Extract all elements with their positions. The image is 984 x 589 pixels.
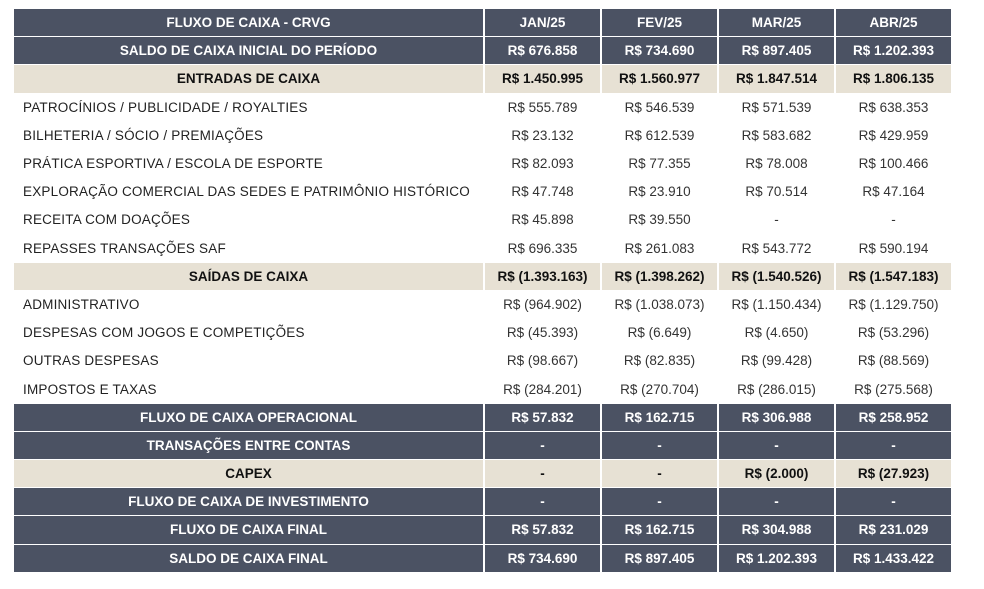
row-value: R$ 590.194 [836,235,951,262]
table-row [14,122,951,149]
table-title: FLUXO DE CAIXA - CRVG [14,9,483,36]
row-value: R$ 45.898 [485,206,600,233]
row-value: R$ 304.988 [719,516,834,543]
row-value: R$ 897.405 [602,545,717,572]
table-row [14,206,951,233]
row-value: R$ (964.902) [485,291,600,318]
row-value: R$ 429.959 [836,122,951,149]
row-value: R$ 77.355 [602,150,717,177]
row-label: EXPLORAÇÃO COMERCIAL DAS SEDES E PATRIMÔNIO HISTÓRICO [14,178,483,205]
row-label: OUTRAS DESPESAS [14,347,483,374]
summary-row [14,65,951,92]
row-label: DESPESAS COM JOGOS E COMPETIÇÕES [14,319,483,346]
row-value: R$ (98.667) [485,347,600,374]
row-value: R$ (1.393.163) [485,263,600,290]
row-label: BILHETERIA / SÓCIO / PREMIAÇÕES [14,122,483,149]
row-value: R$ 555.789 [485,94,600,121]
table-row [14,319,951,346]
row-value: R$ 1.433.422 [836,545,951,572]
row-value: - [836,206,951,233]
row-label: ADMINISTRATIVO [14,291,483,318]
row-value: R$ (53.296) [836,319,951,346]
month-header-fev: FEV/25 [602,9,717,36]
row-label: RECEITA COM DOAÇÕES [14,206,483,233]
row-value: R$ 70.514 [719,178,834,205]
row-label: FLUXO DE CAIXA OPERACIONAL [14,404,483,431]
row-value: R$ 638.353 [836,94,951,121]
row-label: SAÍDAS DE CAIXA [14,263,483,290]
row-value: R$ (1.398.262) [602,263,717,290]
row-value: R$ 897.405 [719,37,834,64]
row-value: R$ (1.129.750) [836,291,951,318]
row-value: R$ 543.772 [719,235,834,262]
row-value: - [602,488,717,515]
row-value: R$ 82.093 [485,150,600,177]
row-value: R$ (99.428) [719,347,834,374]
row-value: R$ 1.202.393 [719,545,834,572]
row-value: R$ 1.450.995 [485,65,600,92]
row-label: REPASSES TRANSAÇÕES SAF [14,235,483,262]
table-row [14,178,951,205]
summary-row [14,488,951,515]
row-value: R$ 734.690 [602,37,717,64]
table-row [14,235,951,262]
month-header-abr: ABR/25 [836,9,951,36]
table-row [14,347,951,374]
row-value: R$ 676.858 [485,37,600,64]
row-value: R$ 1.806.135 [836,65,951,92]
row-value: R$ 571.539 [719,94,834,121]
row-value: R$ (2.000) [719,460,834,487]
row-value: R$ (6.649) [602,319,717,346]
row-value: R$ 39.550 [602,206,717,233]
row-value: R$ (88.569) [836,347,951,374]
cash-flow-document [12,8,953,573]
row-label: SALDO DE CAIXA FINAL [14,545,483,572]
summary-row [14,460,951,487]
row-value: R$ 162.715 [602,404,717,431]
row-label: PRÁTICA ESPORTIVA / ESCOLA DE ESPORTE [14,150,483,177]
row-value: - [836,432,951,459]
month-header-mar: MAR/25 [719,9,834,36]
row-value: R$ 47.748 [485,178,600,205]
row-label: FLUXO DE CAIXA DE INVESTIMENTO [14,488,483,515]
row-value: R$ (1.150.434) [719,291,834,318]
row-value: R$ (82.835) [602,347,717,374]
summary-row [14,432,951,459]
row-value: R$ (284.201) [485,375,600,402]
summary-row [14,263,951,290]
header-row [14,9,951,36]
row-value: R$ 162.715 [602,516,717,543]
row-value: R$ (1.547.183) [836,263,951,290]
row-value: R$ (1.540.526) [719,263,834,290]
row-value: - [719,206,834,233]
row-label: PATROCÍNIOS / PUBLICIDADE / ROYALTIES [14,94,483,121]
table-row [14,94,951,121]
row-value: R$ (1.038.073) [602,291,717,318]
table-row [14,150,951,177]
row-label: ENTRADAS DE CAIXA [14,65,483,92]
row-value: R$ 57.832 [485,516,600,543]
row-value: R$ 23.910 [602,178,717,205]
summary-row [14,37,951,64]
summary-row [14,516,951,543]
row-value: R$ 612.539 [602,122,717,149]
row-value: R$ (27.923) [836,460,951,487]
row-value: R$ (275.568) [836,375,951,402]
row-label: IMPOSTOS E TAXAS [14,375,483,402]
row-label: SALDO DE CAIXA INICIAL DO PERÍODO [14,37,483,64]
row-value: R$ 696.335 [485,235,600,262]
cash-flow-table [12,8,953,573]
row-value: R$ 546.539 [602,94,717,121]
row-value: R$ 231.029 [836,516,951,543]
row-value: R$ (45.393) [485,319,600,346]
row-value: R$ (270.704) [602,375,717,402]
row-value: - [485,488,600,515]
row-value: - [602,460,717,487]
row-value: - [719,488,834,515]
row-value: R$ 1.560.977 [602,65,717,92]
summary-row [14,404,951,431]
row-value: R$ 306.988 [719,404,834,431]
row-value: - [836,488,951,515]
row-value: - [485,460,600,487]
row-value: - [602,432,717,459]
row-value: R$ (286.015) [719,375,834,402]
table-body [14,37,951,572]
row-value: R$ 258.952 [836,404,951,431]
row-value: R$ 583.682 [719,122,834,149]
row-value: R$ 57.832 [485,404,600,431]
row-value: R$ 1.202.393 [836,37,951,64]
row-value: R$ 1.847.514 [719,65,834,92]
row-value: R$ 261.083 [602,235,717,262]
summary-row [14,545,951,572]
table-row [14,291,951,318]
row-value: - [485,432,600,459]
table-row [14,375,951,402]
row-label: TRANSAÇÕES ENTRE CONTAS [14,432,483,459]
row-value: R$ 78.008 [719,150,834,177]
row-value: - [719,432,834,459]
row-value: R$ 734.690 [485,545,600,572]
row-value: R$ 47.164 [836,178,951,205]
row-label: CAPEX [14,460,483,487]
row-value: R$ (4.650) [719,319,834,346]
row-value: R$ 100.466 [836,150,951,177]
row-label: FLUXO DE CAIXA FINAL [14,516,483,543]
month-header-jan: JAN/25 [485,9,600,36]
row-value: R$ 23.132 [485,122,600,149]
